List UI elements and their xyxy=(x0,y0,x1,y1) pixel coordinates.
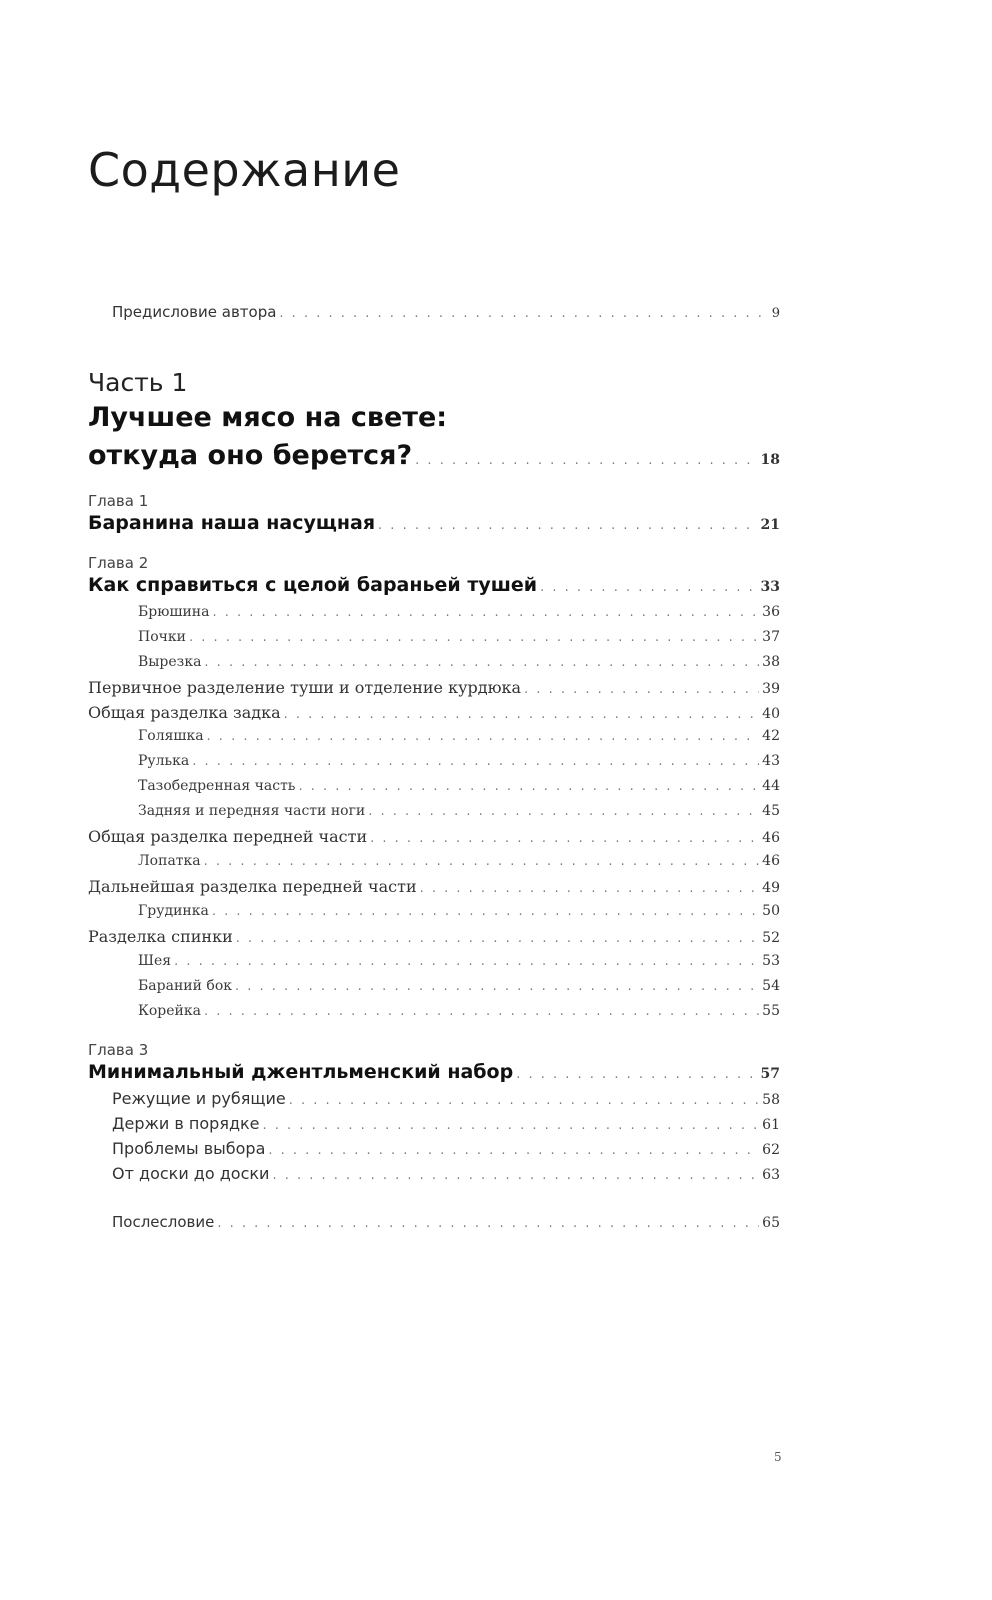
toc-entry[interactable] xyxy=(88,604,780,620)
toc-entry-page: 58 xyxy=(762,1092,780,1108)
dot-leader xyxy=(268,1143,759,1158)
toc-entry[interactable] xyxy=(88,678,780,697)
toc-entry-label: От доски до доски xyxy=(112,1164,270,1183)
toc-entry-label: Первичное разделение туши и отделение курдюка xyxy=(88,678,522,697)
toc-entry-label: Шея xyxy=(138,953,172,969)
toc-entry-preface[interactable] xyxy=(88,303,780,321)
toc-entry-label: Голяшка xyxy=(138,728,204,744)
toc-entry-page: 62 xyxy=(762,1142,780,1158)
dot-leader xyxy=(279,306,768,321)
toc-entry[interactable] xyxy=(88,953,780,969)
chapter-label: Глава 3 xyxy=(88,1041,149,1059)
toc-entry[interactable] xyxy=(88,1139,780,1158)
toc-entry-label: Дальнейшая разделка передней части xyxy=(88,877,417,896)
toc-entry-page: 50 xyxy=(762,903,780,919)
chapter-title: Как справиться с целой бараньей тушей xyxy=(88,574,538,596)
toc-entry-label: Вырезка xyxy=(138,654,202,670)
toc-entry[interactable] xyxy=(88,654,780,670)
toc-entry-label: Предисловие автора xyxy=(112,303,277,321)
dot-leader xyxy=(284,707,760,722)
dot-leader xyxy=(204,655,759,670)
dot-leader xyxy=(540,580,757,595)
dot-leader xyxy=(207,729,760,744)
toc-entry-page: 37 xyxy=(762,629,780,645)
toc-entry-label: Проблемы выбора xyxy=(112,1139,266,1158)
toc-entry[interactable] xyxy=(88,1089,780,1108)
page-number: 5 xyxy=(774,1450,782,1464)
dot-leader xyxy=(368,804,759,819)
toc-entry[interactable] xyxy=(88,903,780,919)
toc-entry-chapter[interactable] xyxy=(88,1061,780,1083)
dot-leader xyxy=(235,979,759,994)
toc-entry-part[interactable] xyxy=(88,440,780,471)
toc-entry-page: 54 xyxy=(762,978,780,994)
toc-entry-page: 9 xyxy=(771,306,780,321)
dot-leader xyxy=(192,754,759,769)
part-title-line2: откуда оно берется? xyxy=(88,440,413,471)
dot-leader xyxy=(263,1118,760,1133)
toc-entry[interactable] xyxy=(88,978,780,994)
toc-entry-label: Разделка спинки xyxy=(88,927,233,946)
toc-entry-label: Корейка xyxy=(138,1003,201,1019)
toc-entry-chapter[interactable] xyxy=(88,512,780,534)
toc-entry[interactable] xyxy=(88,877,780,896)
toc-entry-label: Брюшина xyxy=(138,604,210,620)
dot-leader xyxy=(516,1067,757,1082)
toc-entry-page: 53 xyxy=(762,953,780,969)
dot-leader xyxy=(204,854,760,869)
dot-leader xyxy=(204,1004,759,1019)
toc-entry[interactable] xyxy=(88,927,780,946)
toc-entry-page: 63 xyxy=(762,1167,780,1183)
dot-leader xyxy=(415,453,757,468)
toc-entry[interactable] xyxy=(88,1164,780,1183)
page-title: Содержание xyxy=(88,142,401,197)
toc-entry-page: 42 xyxy=(762,728,780,744)
toc-entry-page: 49 xyxy=(762,880,780,896)
toc-entry-page: 44 xyxy=(762,778,780,794)
toc-entry-afterword[interactable] xyxy=(88,1213,780,1231)
toc-entry[interactable] xyxy=(88,803,780,819)
chapter-label: Глава 2 xyxy=(88,554,149,572)
dot-leader xyxy=(524,682,759,697)
toc-entry-label: Почки xyxy=(138,629,186,645)
toc-entry-page: 21 xyxy=(760,517,780,533)
toc-entry-page: 46 xyxy=(762,830,780,846)
toc-entry-page: 18 xyxy=(760,452,780,468)
toc-entry-label: Послесловие xyxy=(112,1213,215,1231)
toc-entry[interactable] xyxy=(88,778,780,794)
toc-entry-label: Лопатка xyxy=(138,853,201,869)
chapter-title: Минимальный джентльменский набор xyxy=(88,1061,514,1083)
toc-entry-page: 52 xyxy=(762,930,780,946)
dot-leader xyxy=(236,931,759,946)
chapter-title: Баранина наша насущная xyxy=(88,512,376,534)
toc-entry[interactable] xyxy=(88,827,780,846)
toc-entry-page: 57 xyxy=(760,1066,780,1082)
toc-entry-page: 33 xyxy=(760,579,780,595)
dot-leader xyxy=(378,518,757,533)
dot-leader xyxy=(289,1093,759,1108)
chapter-label: Глава 1 xyxy=(88,492,149,510)
dot-leader xyxy=(420,881,760,896)
toc-entry-chapter[interactable] xyxy=(88,574,780,596)
toc-entry-label: Общая разделка передней части xyxy=(88,827,368,846)
toc-entry-page: 43 xyxy=(762,753,780,769)
part-label: Часть 1 xyxy=(88,368,188,397)
toc-entry-label: Держи в порядке xyxy=(112,1114,260,1133)
dot-leader xyxy=(217,1216,759,1231)
dot-leader xyxy=(174,954,759,969)
toc-entry-label: Рулька xyxy=(138,753,190,769)
toc-entry-label: Общая разделка задка xyxy=(88,703,281,722)
toc-entry-label: Задняя и передняя части ноги xyxy=(138,803,366,819)
toc-entry-label: Тазобедренная часть xyxy=(138,778,296,794)
toc-entry-page: 65 xyxy=(762,1215,780,1231)
dot-leader xyxy=(212,904,759,919)
dot-leader xyxy=(298,779,759,794)
dot-leader xyxy=(212,605,759,620)
toc-entry-label: Режущие и рубящие xyxy=(112,1089,286,1108)
toc-entry[interactable] xyxy=(88,753,780,769)
toc-entry[interactable] xyxy=(88,1003,780,1019)
toc-entry-page: 61 xyxy=(762,1117,780,1133)
toc-entry-page: 38 xyxy=(762,654,780,670)
toc-entry-page: 55 xyxy=(762,1003,780,1019)
toc-entry-page: 46 xyxy=(762,853,780,869)
toc-entry-page: 39 xyxy=(762,681,780,697)
toc-entry-page: 40 xyxy=(762,706,780,722)
toc-entry[interactable] xyxy=(88,853,780,869)
dot-leader xyxy=(370,831,759,846)
toc-entry[interactable] xyxy=(88,629,780,645)
toc-entry-label: Бараний бок xyxy=(138,978,232,994)
toc-entry-label: Грудинка xyxy=(138,903,209,919)
toc-entry-page: 45 xyxy=(762,803,780,819)
toc-entry[interactable] xyxy=(88,1114,780,1133)
toc-entry[interactable] xyxy=(88,728,780,744)
toc-entry[interactable] xyxy=(88,703,780,722)
dot-leader xyxy=(189,630,759,645)
toc-entry-page: 36 xyxy=(762,604,780,620)
dot-leader xyxy=(272,1168,759,1183)
part-title-line1[interactable]: Лучшее мясо на свете: xyxy=(88,402,448,433)
